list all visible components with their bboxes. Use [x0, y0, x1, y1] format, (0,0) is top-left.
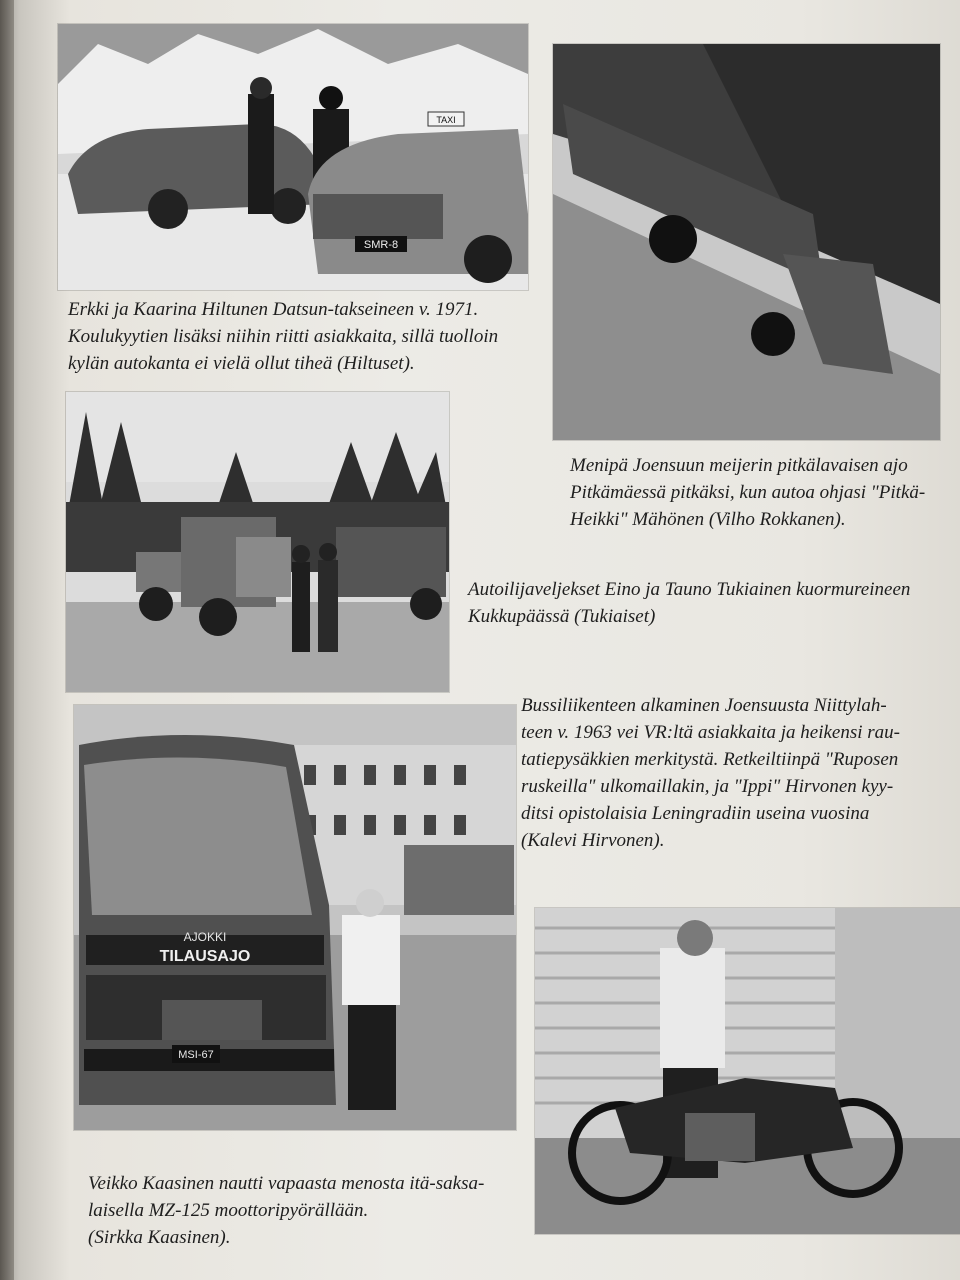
caption-line: Veikko Kaasinen nautti vapaasta menosta itä-saksa- [88, 1173, 485, 1194]
bus-sign-top: AJOKKI [183, 930, 227, 944]
caption-line: Kukkupäässä (Tukiaiset) [468, 606, 656, 627]
photo-motorcycle [535, 908, 960, 1234]
caption-line: Erkki ja Kaarina Hiltunen Datsun-takseineen v. 1971. [68, 299, 479, 320]
taxi-roof-sign: TAXI [436, 115, 456, 125]
caption-bus [521, 692, 900, 854]
photo-bus [74, 705, 516, 1130]
bus-sign-main: TILAUSAJO [159, 948, 251, 965]
caption-line: (Kalevi Hirvonen). [521, 830, 665, 851]
caption-line: Menipä Joensuun meijerin pitkälavaisen ajo [570, 455, 908, 476]
caption-motorcycle [88, 1170, 484, 1251]
caption-trucks-brothers [468, 576, 910, 630]
caption-line: Autoilijaveljekset Eino ja Tauno Tukiainen kuormureineen [468, 579, 911, 600]
caption-taxis [68, 296, 498, 377]
caption-line: kylän autokanta ei vielä ollut tiheä (Hiltuset). [68, 353, 415, 374]
caption-line: (Sirkka Kaasinen). [88, 1227, 231, 1248]
bus-license-plate: MSI-67 [178, 1049, 214, 1061]
caption-line: tatiepysäkkien merkitystä. Retkeiltiinpä "Ruposen [521, 749, 899, 770]
caption-line: Heikki" Mähönen (Vilho Rokkanen). [570, 509, 846, 530]
caption-line: teen v. 1963 vei VR:ltä asiakkaita ja heikensi rau- [521, 722, 901, 743]
caption-line: Koulukyytien lisäksi niihin riitti asiakkaita, sillä tuolloin [68, 326, 499, 347]
caption-truck-in-ditch [570, 452, 925, 533]
photo-taxis [58, 24, 528, 290]
caption-line: Pitkämäessä pitkäksi, kun autoa ohjasi "Pitkä- [570, 482, 926, 503]
caption-line: Bussiliikenteen alkaminen Joensuusta Niittylah- [521, 695, 887, 716]
photo-trucks-brothers [66, 392, 449, 692]
caption-line: ditsi opistolaisia Leningradiin useina vuosina [521, 803, 870, 824]
caption-line: laisella MZ-125 moottoripyörällään. [88, 1200, 369, 1221]
taxi-license-plate: SMR-8 [363, 239, 399, 251]
photo-truck-in-ditch [553, 44, 940, 440]
caption-line: ruskeilla" ulkomaillakin, ja "Ippi" Hirvonen kyy- [521, 776, 894, 797]
page-binding-edge [0, 0, 14, 1280]
